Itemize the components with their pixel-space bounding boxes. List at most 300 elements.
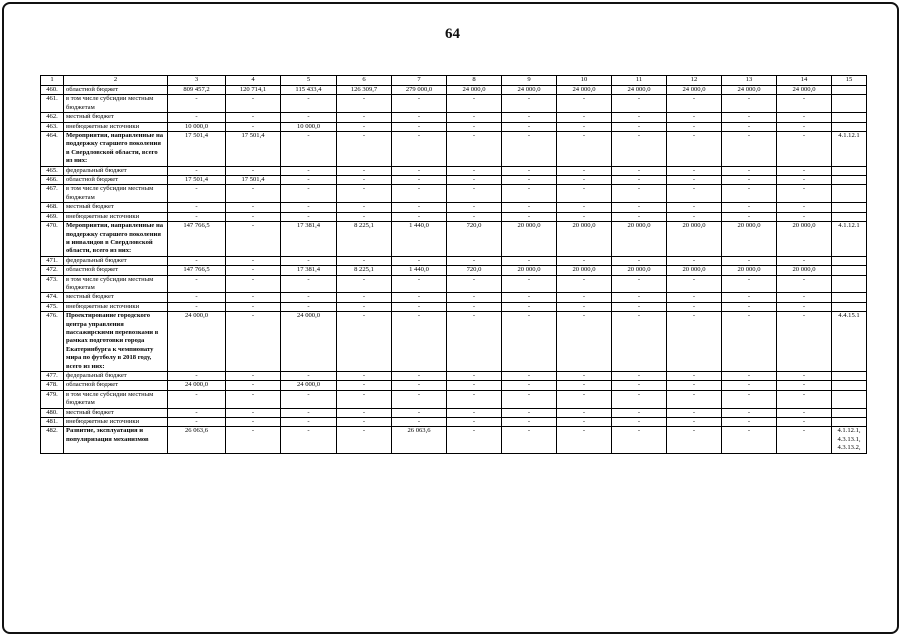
value-cell: -: [281, 427, 337, 453]
value-cell: -: [226, 372, 281, 381]
value-cell: -: [667, 427, 722, 453]
column-number-cell: 6: [337, 76, 392, 86]
value-cell: -: [447, 122, 502, 131]
goal-code-cell: [832, 390, 867, 408]
value-cell: -: [447, 390, 502, 408]
value-cell: 147 766,5: [168, 222, 226, 257]
value-cell: -: [667, 390, 722, 408]
table-row: [41, 372, 867, 381]
value-cell: -: [447, 418, 502, 427]
row-number-cell: 465.: [41, 166, 64, 175]
row-number-cell: 467.: [41, 185, 64, 203]
value-cell: -: [447, 275, 502, 293]
value-cell: 24 000,0: [612, 86, 667, 95]
value-cell: -: [281, 212, 337, 221]
value-cell: -: [777, 312, 832, 372]
value-cell: -: [502, 203, 557, 212]
value-cell: -: [337, 166, 392, 175]
value-cell: -: [226, 113, 281, 122]
value-cell: -: [667, 302, 722, 311]
table-row: [41, 222, 867, 257]
value-cell: -: [667, 122, 722, 131]
table-row: [41, 408, 867, 417]
value-cell: -: [226, 293, 281, 302]
value-cell: 20 000,0: [557, 222, 612, 257]
value-cell: -: [392, 418, 447, 427]
table-row: [41, 266, 867, 275]
row-name-cell: в том числе субсидии местным бюджетам: [64, 95, 168, 113]
value-cell: -: [447, 95, 502, 113]
value-cell: -: [502, 275, 557, 293]
value-cell: -: [667, 293, 722, 302]
value-cell: -: [226, 390, 281, 408]
row-number-cell: 474.: [41, 293, 64, 302]
value-cell: -: [281, 256, 337, 265]
value-cell: -: [557, 132, 612, 167]
column-number-cell: 11: [612, 76, 667, 86]
value-cell: -: [281, 176, 337, 185]
value-cell: -: [502, 122, 557, 131]
value-cell: -: [392, 408, 447, 417]
value-cell: -: [337, 275, 392, 293]
value-cell: -: [447, 203, 502, 212]
table-row: [41, 312, 867, 372]
value-cell: -: [281, 185, 337, 203]
value-cell: -: [557, 390, 612, 408]
value-cell: -: [777, 95, 832, 113]
value-cell: -: [226, 275, 281, 293]
value-cell: -: [502, 381, 557, 390]
value-cell: -: [722, 185, 777, 203]
value-cell: -: [502, 256, 557, 265]
row-name-cell: в том числе субсидии местным бюджетам: [64, 275, 168, 293]
row-name-cell: областной бюджет: [64, 381, 168, 390]
row-name-cell: внебюджетные источники: [64, 418, 168, 427]
row-number-cell: 480.: [41, 408, 64, 417]
value-cell: 17 501,4: [168, 176, 226, 185]
value-cell: -: [447, 256, 502, 265]
value-cell: -: [722, 372, 777, 381]
value-cell: 17 381,4: [281, 266, 337, 275]
value-cell: -: [667, 95, 722, 113]
value-cell: -: [612, 185, 667, 203]
value-cell: 24 000,0: [168, 312, 226, 372]
goal-code-cell: 4.1.12.1, 4.3.13.1, 4.3.13.2,: [832, 427, 867, 453]
value-cell: 279 000,0: [392, 86, 447, 95]
table-row: [41, 256, 867, 265]
value-cell: 17 501,4: [226, 176, 281, 185]
value-cell: -: [337, 418, 392, 427]
value-cell: -: [168, 418, 226, 427]
value-cell: -: [337, 212, 392, 221]
value-cell: -: [281, 113, 337, 122]
value-cell: 809 457,2: [168, 86, 226, 95]
value-cell: -: [226, 408, 281, 417]
value-cell: -: [502, 372, 557, 381]
row-number-cell: 470.: [41, 222, 64, 257]
value-cell: -: [667, 408, 722, 417]
value-cell: -: [502, 302, 557, 311]
goal-code-cell: [832, 266, 867, 275]
value-cell: -: [667, 132, 722, 167]
value-cell: -: [337, 113, 392, 122]
value-cell: -: [337, 256, 392, 265]
value-cell: 20 000,0: [557, 266, 612, 275]
row-number-cell: 475.: [41, 302, 64, 311]
value-cell: -: [392, 256, 447, 265]
value-cell: -: [557, 176, 612, 185]
value-cell: -: [337, 293, 392, 302]
value-cell: -: [502, 95, 557, 113]
value-cell: -: [557, 113, 612, 122]
value-cell: -: [777, 275, 832, 293]
row-name-cell: Мероприятия, направленные на поддержку старшего поколения и инвалидов в Свердловской области, всего из них:: [64, 222, 168, 257]
value-cell: -: [337, 203, 392, 212]
value-cell: -: [168, 212, 226, 221]
column-number-cell: 1: [41, 76, 64, 86]
value-cell: -: [337, 312, 392, 372]
value-cell: -: [226, 212, 281, 221]
value-cell: -: [337, 427, 392, 453]
value-cell: 20 000,0: [502, 266, 557, 275]
value-cell: -: [777, 418, 832, 427]
value-cell: -: [777, 166, 832, 175]
value-cell: -: [557, 166, 612, 175]
goal-code-cell: 4.1.12.1: [832, 222, 867, 257]
table-row: [41, 86, 867, 95]
row-number-cell: 479.: [41, 390, 64, 408]
goal-code-cell: [832, 166, 867, 175]
row-name-cell: местный бюджет: [64, 408, 168, 417]
value-cell: -: [447, 212, 502, 221]
value-cell: -: [226, 381, 281, 390]
value-cell: -: [226, 256, 281, 265]
value-cell: -: [168, 113, 226, 122]
value-cell: -: [612, 381, 667, 390]
goal-code-cell: [832, 212, 867, 221]
value-cell: 10 000,0: [281, 122, 337, 131]
value-cell: -: [667, 212, 722, 221]
value-cell: -: [447, 132, 502, 167]
table-row: [41, 390, 867, 408]
table-row: [41, 203, 867, 212]
row-number-cell: 466.: [41, 176, 64, 185]
value-cell: -: [612, 275, 667, 293]
value-cell: 17 501,4: [168, 132, 226, 167]
value-cell: -: [612, 302, 667, 311]
goal-code-cell: 4.1.12.1: [832, 132, 867, 167]
value-cell: -: [667, 275, 722, 293]
value-cell: -: [447, 302, 502, 311]
value-cell: -: [612, 132, 667, 167]
value-cell: -: [722, 408, 777, 417]
column-number-cell: 13: [722, 76, 777, 86]
value-cell: -: [722, 95, 777, 113]
value-cell: -: [337, 372, 392, 381]
value-cell: -: [392, 185, 447, 203]
value-cell: -: [777, 381, 832, 390]
goal-code-cell: [832, 408, 867, 417]
value-cell: -: [337, 132, 392, 167]
value-cell: -: [447, 408, 502, 417]
row-number-cell: 472.: [41, 266, 64, 275]
goal-code-cell: [832, 122, 867, 131]
value-cell: -: [281, 132, 337, 167]
value-cell: -: [557, 293, 612, 302]
value-cell: -: [226, 166, 281, 175]
value-cell: 24 000,0: [281, 312, 337, 372]
value-cell: -: [281, 418, 337, 427]
value-cell: -: [777, 176, 832, 185]
value-cell: -: [777, 203, 832, 212]
value-cell: -: [612, 418, 667, 427]
value-cell: 20 000,0: [667, 266, 722, 275]
column-number-cell: 5: [281, 76, 337, 86]
value-cell: -: [612, 203, 667, 212]
goal-code-cell: [832, 95, 867, 113]
value-cell: -: [722, 132, 777, 167]
value-cell: -: [612, 372, 667, 381]
value-cell: -: [168, 95, 226, 113]
value-cell: 115 433,4: [281, 86, 337, 95]
column-number-cell: 3: [168, 76, 226, 86]
value-cell: -: [777, 390, 832, 408]
column-number-cell: 7: [392, 76, 447, 86]
value-cell: -: [502, 390, 557, 408]
row-number-cell: 461.: [41, 95, 64, 113]
value-cell: 120 714,1: [226, 86, 281, 95]
value-cell: -: [226, 222, 281, 257]
column-number-cell: 2: [64, 76, 168, 86]
value-cell: -: [281, 166, 337, 175]
value-cell: -: [612, 122, 667, 131]
table-row: [41, 427, 867, 453]
value-cell: -: [392, 176, 447, 185]
value-cell: -: [392, 212, 447, 221]
row-name-cell: внебюджетные источники: [64, 122, 168, 131]
value-cell: -: [168, 203, 226, 212]
table-row: [41, 212, 867, 221]
goal-code-cell: [832, 293, 867, 302]
value-cell: -: [392, 95, 447, 113]
value-cell: -: [281, 203, 337, 212]
value-cell: 20 000,0: [612, 222, 667, 257]
value-cell: -: [777, 185, 832, 203]
value-cell: -: [392, 113, 447, 122]
value-cell: -: [557, 275, 612, 293]
value-cell: -: [226, 302, 281, 311]
value-cell: -: [447, 372, 502, 381]
value-cell: -: [722, 113, 777, 122]
value-cell: -: [777, 132, 832, 167]
value-cell: 8 225,1: [337, 266, 392, 275]
value-cell: -: [226, 266, 281, 275]
goal-code-cell: 4.4.15.1: [832, 312, 867, 372]
value-cell: -: [502, 166, 557, 175]
value-cell: 24 000,0: [281, 381, 337, 390]
row-name-cell: местный бюджет: [64, 293, 168, 302]
table-row: [41, 122, 867, 131]
value-cell: -: [168, 390, 226, 408]
row-name-cell: Мероприятия, направленные на поддержку старшего поколения в Свердловской области, всего из них:: [64, 132, 168, 167]
value-cell: -: [337, 95, 392, 113]
column-number-cell: 8: [447, 76, 502, 86]
value-cell: -: [557, 256, 612, 265]
value-cell: -: [557, 381, 612, 390]
table-row: [41, 132, 867, 167]
value-cell: -: [337, 381, 392, 390]
value-cell: -: [447, 166, 502, 175]
column-number-cell: 9: [502, 76, 557, 86]
goal-code-cell: [832, 86, 867, 95]
table-row: [41, 95, 867, 113]
value-cell: -: [722, 418, 777, 427]
value-cell: -: [612, 256, 667, 265]
table-row: [41, 166, 867, 175]
row-name-cell: федеральный бюджет: [64, 166, 168, 175]
value-cell: 24 000,0: [557, 86, 612, 95]
value-cell: -: [722, 427, 777, 453]
value-cell: -: [667, 166, 722, 175]
value-cell: -: [447, 176, 502, 185]
value-cell: -: [722, 390, 777, 408]
goal-code-cell: [832, 372, 867, 381]
value-cell: -: [226, 95, 281, 113]
value-cell: -: [612, 113, 667, 122]
table-row: [41, 302, 867, 311]
row-number-cell: 469.: [41, 212, 64, 221]
value-cell: -: [392, 312, 447, 372]
value-cell: -: [226, 418, 281, 427]
row-number-cell: 468.: [41, 203, 64, 212]
value-cell: -: [502, 312, 557, 372]
value-cell: -: [392, 293, 447, 302]
value-cell: 17 381,4: [281, 222, 337, 257]
row-name-cell: в том числе субсидии местным бюджетам: [64, 185, 168, 203]
row-name-cell: федеральный бюджет: [64, 256, 168, 265]
value-cell: -: [612, 427, 667, 453]
value-cell: -: [777, 372, 832, 381]
value-cell: 20 000,0: [502, 222, 557, 257]
row-number-cell: 477.: [41, 372, 64, 381]
value-cell: -: [392, 132, 447, 167]
value-cell: -: [447, 293, 502, 302]
row-number-cell: 478.: [41, 381, 64, 390]
value-cell: 24 000,0: [502, 86, 557, 95]
column-number-cell: 4: [226, 76, 281, 86]
value-cell: 24 000,0: [447, 86, 502, 95]
row-name-cell: федеральный бюджет: [64, 372, 168, 381]
goal-code-cell: [832, 185, 867, 203]
value-cell: -: [777, 256, 832, 265]
value-cell: -: [667, 372, 722, 381]
value-cell: 20 000,0: [777, 266, 832, 275]
value-cell: -: [667, 203, 722, 212]
value-cell: -: [168, 408, 226, 417]
value-cell: -: [557, 122, 612, 131]
value-cell: -: [392, 372, 447, 381]
value-cell: -: [557, 212, 612, 221]
value-cell: -: [337, 390, 392, 408]
value-cell: -: [612, 166, 667, 175]
value-cell: -: [667, 312, 722, 372]
value-cell: -: [557, 372, 612, 381]
value-cell: 8 225,1: [337, 222, 392, 257]
value-cell: -: [281, 95, 337, 113]
table-row: [41, 185, 867, 203]
value-cell: -: [392, 302, 447, 311]
value-cell: 20 000,0: [612, 266, 667, 275]
row-number-cell: 463.: [41, 122, 64, 131]
value-cell: -: [722, 166, 777, 175]
value-cell: -: [392, 390, 447, 408]
value-cell: 24 000,0: [667, 86, 722, 95]
value-cell: 126 309,7: [337, 86, 392, 95]
value-cell: -: [777, 408, 832, 417]
value-cell: -: [281, 372, 337, 381]
table-row: [41, 275, 867, 293]
value-cell: 24 000,0: [777, 86, 832, 95]
value-cell: 20 000,0: [722, 266, 777, 275]
value-cell: -: [612, 176, 667, 185]
value-cell: -: [392, 381, 447, 390]
value-cell: -: [392, 122, 447, 131]
goal-code-cell: [832, 203, 867, 212]
column-number-cell: 14: [777, 76, 832, 86]
value-cell: -: [722, 212, 777, 221]
row-name-cell: областной бюджет: [64, 266, 168, 275]
value-cell: -: [281, 408, 337, 417]
value-cell: -: [168, 372, 226, 381]
table-row: [41, 293, 867, 302]
value-cell: -: [447, 185, 502, 203]
value-cell: -: [502, 418, 557, 427]
value-cell: -: [777, 122, 832, 131]
value-cell: -: [612, 312, 667, 372]
value-cell: -: [168, 275, 226, 293]
value-cell: -: [226, 122, 281, 131]
value-cell: 147 766,5: [168, 266, 226, 275]
value-cell: -: [667, 176, 722, 185]
value-cell: -: [612, 293, 667, 302]
table-row: [41, 381, 867, 390]
value-cell: -: [777, 293, 832, 302]
value-cell: -: [612, 408, 667, 417]
value-cell: -: [557, 95, 612, 113]
value-cell: -: [226, 312, 281, 372]
row-name-cell: в том числе субсидии местным бюджетам: [64, 390, 168, 408]
value-cell: -: [722, 203, 777, 212]
row-number-cell: 471.: [41, 256, 64, 265]
row-number-cell: 476.: [41, 312, 64, 372]
value-cell: -: [557, 427, 612, 453]
row-number-cell: 462.: [41, 113, 64, 122]
value-cell: 20 000,0: [722, 222, 777, 257]
value-cell: -: [722, 275, 777, 293]
value-cell: -: [392, 166, 447, 175]
value-cell: -: [722, 122, 777, 131]
value-cell: -: [777, 302, 832, 311]
value-cell: 720,0: [447, 266, 502, 275]
value-cell: -: [337, 185, 392, 203]
value-cell: -: [557, 302, 612, 311]
value-cell: -: [337, 302, 392, 311]
value-cell: -: [447, 312, 502, 372]
row-number-cell: 473.: [41, 275, 64, 293]
value-cell: 20 000,0: [667, 222, 722, 257]
goal-code-cell: [832, 302, 867, 311]
row-name-cell: Развитие, эксплуатация и популяризация механизмов: [64, 427, 168, 453]
